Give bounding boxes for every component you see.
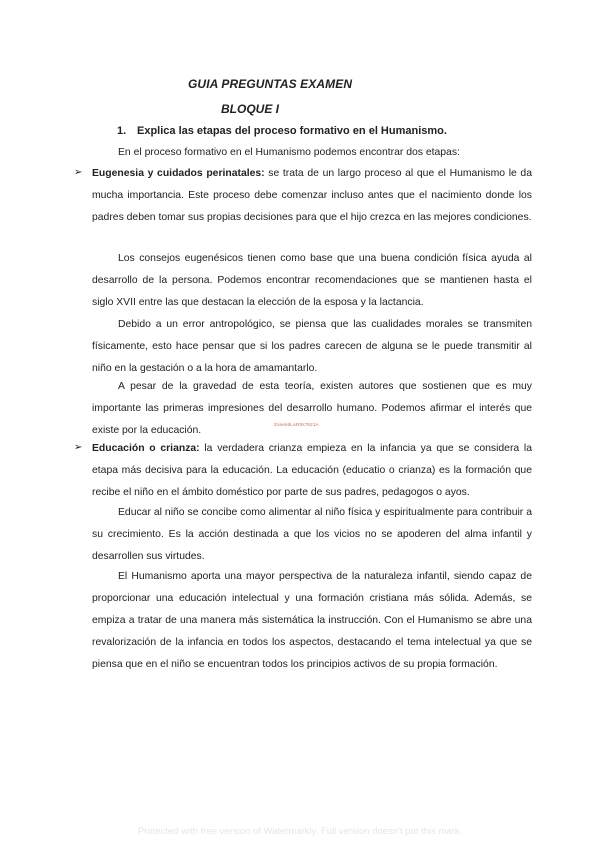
document-title: GUIA PREGUNTAS EXAMEN bbox=[188, 77, 353, 91]
section-eugenesia bbox=[92, 163, 532, 229]
document-stamp: Zones6LAR0s7621A bbox=[274, 422, 319, 427]
section-educacion-text: la verdadera crianza empieza en la infancia ya que se considera la etapa más decisiva para la educación. La educación (educatio o crianza) es la formación que recibe el niño en el ámbito doméstico por parte de sus padres, pedagogos o ayos. bbox=[92, 443, 533, 498]
question-text: Explica las etapas del proceso formativo en el Humanismo. bbox=[137, 125, 447, 137]
paragraph-humanismo: El Humanismo aporta una mayor perspectiva de la naturaleza infantil, siendo capaz de proporcionar una educación intelectual y una formación cristiana más sólida. Además, se empiza a tratar de una manera más sistemática la instrucción. Con el Humanismo se abre una revalorización de la infancia en todos los aspectos, destacando el tema intelectual ya que se piensa que en el niño se encuentran todos los principios activos de su propia formación. bbox=[92, 571, 532, 670]
question-heading bbox=[117, 125, 447, 137]
bullet-arrow-icon: ➢ bbox=[74, 167, 83, 178]
bullet-arrow-icon: ➢ bbox=[74, 442, 83, 453]
paragraph-gravedad: A pesar de la gravedad de esta teoría, existen autores que sostienen que es muy importante las primeras impresiones del desarrollo humano. Podemos afirmar el interés que existe por la educación. bbox=[92, 381, 532, 436]
intro-paragraph: En el proceso formativo en el Humanismo podemos encontrar dos etapas: bbox=[118, 147, 460, 158]
paragraph-educar: Educar al niño se concibe como alimentar al niño física y espiritualmente para contribuir a su crecimiento. Es la acción destinada a que los vicios no se apoderen del alma infantil y desarrollen sus virtudes. bbox=[92, 507, 532, 562]
paragraph-consejos: Los consejos eugenésicos tienen como base que una buena condición física ayuda al desarrollo de la persona. Podemos encontrar recomendaciones que se mantienen hasta el siglo XVII entre las que destacan la elección de la esposa y la lactancia. bbox=[92, 253, 532, 308]
section-eugenesia-text: se trata de un largo proceso al que el Humanismo le da mucha importancia. Este proceso debe comenzar incluso antes que el nacimiento donde los padres deben tomar sus propias decisiones para que el hijo crezca en las mejores condiciones. bbox=[92, 168, 532, 223]
question-number: 1. bbox=[117, 125, 127, 137]
section-eugenesia-heading: Eugenesia y cuidados perinatales: bbox=[92, 168, 265, 179]
section-educacion-heading: Educación o crianza: bbox=[92, 443, 200, 454]
watermark-text: Protected with free version of Watermarkly. Full version doesn't put this mark. bbox=[137, 826, 463, 837]
paragraph-error-antropologico: Debido a un error antropológico, se piensa que las cualidades morales se transmiten físicamente, esto hace pensar que si los padres carecen de alguna se le puede transmitir al niño en la gestación o a la hora de amamantarlo. bbox=[92, 319, 532, 374]
document-subtitle: BLOQUE I bbox=[221, 102, 280, 116]
section-educacion bbox=[92, 438, 532, 504]
